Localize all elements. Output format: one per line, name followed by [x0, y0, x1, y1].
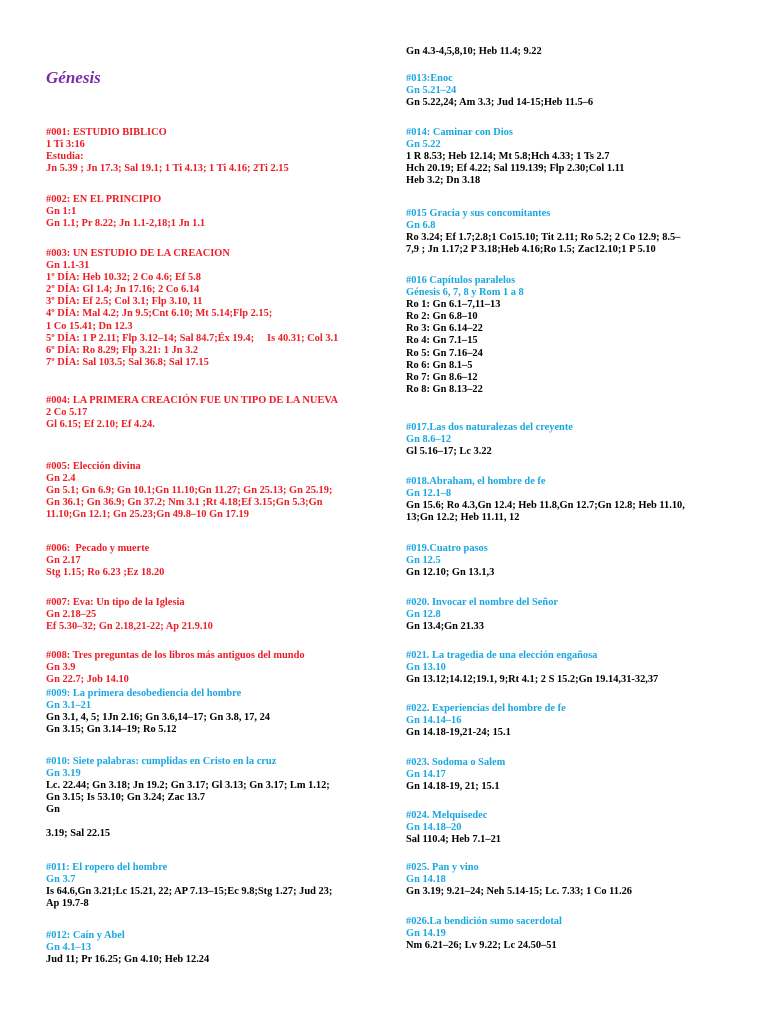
entry: [46, 461, 368, 521]
entry: [406, 476, 736, 524]
entry-heading: #026.La bendición sumo sacerdotal: [406, 916, 562, 927]
reference-line: Nm 6.21–26; Lv 9.22; Lc 24.50–51: [406, 940, 557, 952]
entry-heading: #023. Sodoma o Salem: [406, 757, 506, 768]
reference-line: Ro 1: Gn 6.1–7,11–13: [406, 299, 501, 311]
entry-heading: #025. Pan y vino: [406, 862, 479, 873]
entry-heading: #002: EN EL PRINCIPIO: [46, 194, 162, 205]
reference-line: Jn 5.39 ; Jn 17.3; Sal 19.1; 1 Ti 4.13; 1 Ti 4.16; 2Ti 2.15: [46, 163, 289, 175]
entry: [406, 275, 736, 396]
reference-line: Gn 3.19; 9.21–24; Neh 5.14-15; Lc. 7.33; 1 Co 11.26: [406, 886, 632, 898]
reference-line: Ro 8: Gn 8.13–22: [406, 383, 483, 395]
entry-heading: #013:Enoc: [406, 73, 453, 84]
entry: [46, 248, 368, 369]
reference-line: 1 R 8.53; Heb 12.14; Mt 5.8;Hch 4.33; 1 Ts 2.7: [406, 151, 610, 163]
reference-line: Ro 5: Gn 7.16–24: [406, 347, 483, 359]
key-verse: Gn 5.22: [406, 139, 441, 151]
reference-line: Hch 20.19; Ef 4.22; Sal 119.139; Flp 2.30;Col 1.11: [406, 163, 625, 175]
key-verse: Gn 3.19: [46, 768, 81, 780]
reference-line: 5º DÍA: 1 P 2.11; Flp 3.12–14; Sal 84.7;Éx 19.4; Is 40.31; Col 3.1: [46, 332, 339, 344]
reference-line: Gn 36.1; Gn 36.9; Gn 37.2; Nm 3.1 ;Rt 4.18;Ef 3.15;Gn 5.3;Gn: [46, 497, 323, 509]
reference-line: 11.10;Gn 12.1; Gn 25.23;Gn 49.8–10 Gn 17.19: [46, 509, 249, 521]
reference-line: Gn 1.1; Pr 8.22; Jn 1.1-2,18;1 Jn 1.1: [46, 218, 206, 230]
reference-line: Gn 14.18-19, 21; 15.1: [406, 781, 500, 793]
reference-line: 1º DÍA: Heb 10.32; 2 Co 4.6; Ef 5.8: [46, 272, 201, 284]
reference-line: 1 Co 15.41; Dn 12.3: [46, 320, 133, 332]
key-verse: Gn 2.17: [46, 555, 81, 567]
key-verse: Gn 14.18: [406, 874, 446, 886]
entry: [46, 688, 368, 736]
key-verse: Gn 2.18–25: [46, 609, 97, 621]
key-verse: Gn 12.8: [406, 609, 441, 621]
reference-line: 3º DÍA: Ef 2.5; Col 3.1; Flp 3.10, 11: [46, 296, 203, 308]
reference-line: Gl 5.16–17; Lc 3.22: [406, 446, 492, 458]
reference-line: Ro 7: Gn 8.6–12: [406, 371, 478, 383]
reference-line: Sal 110.4; Heb 7.1–21: [406, 834, 501, 846]
key-verse: 2 Co 5.17: [46, 407, 88, 419]
reference-line: Lc. 22.44; Gn 3.18; Jn 19.2; Gn 3.17; Gl 3.13; Gn 3.17; Lm 1.12;: [46, 780, 330, 792]
reference-line: 3.19; Sal 22.15: [46, 828, 111, 840]
entry-heading: #015 Gracia y sus concomitantes: [406, 208, 551, 219]
entry-heading: #003: UN ESTUDIO DE LA CREACION: [46, 248, 230, 259]
reference-line: Ro 3: Gn 6.14–22: [406, 323, 483, 335]
reference-line: Gn: [46, 804, 60, 816]
entry: [406, 208, 736, 256]
key-verse: Gn 4.1–13: [46, 942, 92, 954]
reference-line: Gn 22.7; Job 14.10: [46, 674, 129, 686]
entry: [46, 597, 368, 633]
key-verse: Gn 1:1: [46, 206, 77, 218]
reference-line: Gn 15.6; Ro 4.3,Gn 12.4; Heb 11.8,Gn 12.7;Gn 12.8; Heb 11.10,: [406, 500, 685, 512]
entry: [406, 757, 736, 793]
reference-line: Gn 5.1; Gn 6.9; Gn 10.1;Gn 11.10;Gn 11.27; Gn 25.13; Gn 25.19;: [46, 485, 333, 497]
reference-line: Gn 14.18-19,21-24; 15.1: [406, 727, 511, 739]
entry-heading: #021. La tragedia de una elección engañosa: [406, 650, 598, 661]
document-title: Génesis: [46, 68, 101, 87]
entry: [46, 862, 368, 910]
reference-line: Ef 5.30–32; Gn 2.18,21-22; Ap 21.9.10: [46, 621, 213, 633]
entry: [46, 543, 368, 579]
entry-heading: #012: Caín y Abel: [46, 930, 125, 941]
entry-heading: #018.Abraham, el hombre de fe: [406, 476, 546, 487]
reference-line: Jud 11; Pr 16.25; Gn 4.10; Heb 12.24: [46, 954, 210, 966]
entry-heading: #004: LA PRIMERA CREACIÓN FUE UN TIPO DE LA NUEVA: [46, 395, 339, 406]
entry-heading: #005: Elección divina: [46, 461, 141, 472]
reference-line: 7,9 ; Jn 1.17;2 P 3.18;Heb 4.16;Ro 1.5; Zac12.10;1 P 5.10: [406, 244, 656, 256]
reference-line: 6º DÍA: Ro 8.29; Flp 3.21: 1 Jn 3.2: [46, 344, 199, 356]
key-verse: Gn 14.18–20: [406, 822, 462, 834]
entry-heading: #006: Pecado y muerte: [46, 543, 150, 554]
key-verse: Gn 5.21–24: [406, 85, 457, 97]
reference-line: Is 64.6,Gn 3.21;Lc 15.21, 22; AP 7.13–15;Ec 9.8;Stg 1.27; Jud 23;: [46, 886, 333, 898]
reference-line: Gn 3.15; Is 53.10; Gn 3.24; Zac 13.7: [46, 792, 206, 804]
entry-heading: #014: Caminar con Dios: [406, 127, 513, 138]
entry: [406, 862, 736, 898]
reference-line: Gn 12.10; Gn 13.1,3: [406, 567, 495, 579]
entry-heading: #001: ESTUDIO BIBLICO: [46, 127, 167, 138]
reference-line: Gl 6.15; Ef 2.10; Ef 4.24.: [46, 419, 155, 431]
entry-heading: #020. Invocar el nombre del Señor: [406, 597, 559, 608]
entry-heading: #022. Experiencias del hombre de fe: [406, 703, 566, 714]
key-verse: Gn 14.17: [406, 769, 446, 781]
key-verse: Génesis 6, 7, 8 y Rom 1 a 8: [406, 287, 524, 299]
reference-line: [46, 816, 368, 828]
key-verse: Gn 2.4: [46, 473, 76, 485]
entry: [406, 597, 736, 633]
entry: [406, 810, 736, 846]
entry: [406, 703, 736, 739]
reference-line: Ap 19.7-8: [46, 898, 89, 910]
key-verse: Gn 8.6–12: [406, 434, 452, 446]
reference-line: Ro 6: Gn 8.1–5: [406, 359, 473, 371]
entry: [46, 756, 368, 841]
entry: [406, 127, 736, 187]
reference-line: Ro 2: Gn 6.8–10: [406, 311, 478, 323]
reference-line: Gn 3.15; Gn 3.14–19; Ro 5.12: [46, 724, 177, 736]
key-verse: Gn 6.8: [406, 220, 436, 232]
reference-line: 2º DÍA: Gl 1.4; Jn 17.16; 2 Co 6.14: [46, 284, 200, 296]
entry-heading: #017.Las dos naturalezas del creyente: [406, 422, 573, 433]
reference-line: Stg 1.15; Ro 6.23 ;Ez 18.20: [46, 567, 165, 579]
entry: [46, 930, 368, 966]
entry: [46, 395, 368, 431]
key-verse: Gn 3.7: [46, 874, 76, 886]
reference-line: Gn 4.3-4,5,8,10; Heb 11.4; 9.22: [406, 46, 542, 57]
reference-line: 4º DÍA: Mal 4.2; Jn 9.5;Cnt 6.10; Mt 5.14;Flp 2.15;: [46, 308, 273, 320]
reference-line: Heb 3.2; Dn 3.18: [406, 175, 481, 187]
key-verse: Gn 13.10: [406, 662, 446, 674]
entry-heading: #009: La primera desobediencia del hombre: [46, 688, 242, 699]
entry-heading: #016 Capítulos paralelos: [406, 275, 516, 286]
entry-heading: #008: Tres preguntas de los libros más antiguos del mundo: [46, 650, 305, 661]
entry-heading: #019.Cuatro pasos: [406, 543, 488, 554]
key-verse: Gn 12.5: [406, 555, 441, 567]
key-verse: Gn 3.9: [46, 662, 76, 674]
reference-line: Ro 4: Gn 7.1–15: [406, 335, 478, 347]
entry: [406, 650, 736, 686]
entry: [46, 127, 368, 175]
key-verse: Gn 12.1–8: [406, 488, 452, 500]
entry-heading: #007: Eva: Un tipo de la Iglesia: [46, 597, 185, 608]
key-verse: Gn 14.19: [406, 928, 446, 940]
reference-line: Estudia:: [46, 151, 84, 163]
key-verse: Gn 3.1–21: [46, 700, 92, 712]
key-verse: Gn 14.14–16: [406, 715, 462, 727]
entry-heading: #010: Siete palabras: cumplidas en Cristo en la cruz: [46, 756, 277, 767]
reference-line: 7º DÍA: Sal 103.5; Sal 36.8; Sal 17.15: [46, 356, 209, 368]
reference-line: Gn 3.1, 4, 5; 1Jn 2.16; Gn 3.6,14–17; Gn 3.8, 17, 24: [46, 712, 270, 724]
reference-line: Gn 13.12;14.12;19.1, 9;Rt 4.1; 2 S 15.2;Gn 19.14,31-32,37: [406, 674, 659, 686]
continuation-line: [406, 46, 736, 58]
reference-line: 13;Gn 12.2; Heb 11.11, 12: [406, 512, 520, 524]
entry-heading: #011: El ropero del hombre: [46, 862, 168, 873]
entry: [406, 916, 736, 952]
reference-line: Gn 5.22,24; Am 3.3; Jud 14-15;Heb 11.5–6: [406, 97, 594, 109]
key-verse: Gn 1.1-31: [46, 260, 90, 272]
entry: [406, 73, 736, 109]
reference-line: Ro 3.24; Ef 1.7;2.8;1 Co15.10; Tit 2.11; Ro 5.2; 2 Co 12.9; 8.5–: [406, 232, 681, 244]
key-verse: 1 Ti 3:16: [46, 139, 85, 151]
entry-heading: #024. Melquisedec: [406, 810, 488, 821]
entry: [406, 422, 736, 458]
entry: [406, 543, 736, 579]
entry: [46, 650, 368, 686]
entry: [46, 194, 368, 230]
reference-line: Gn 13.4;Gn 21.33: [406, 621, 484, 633]
